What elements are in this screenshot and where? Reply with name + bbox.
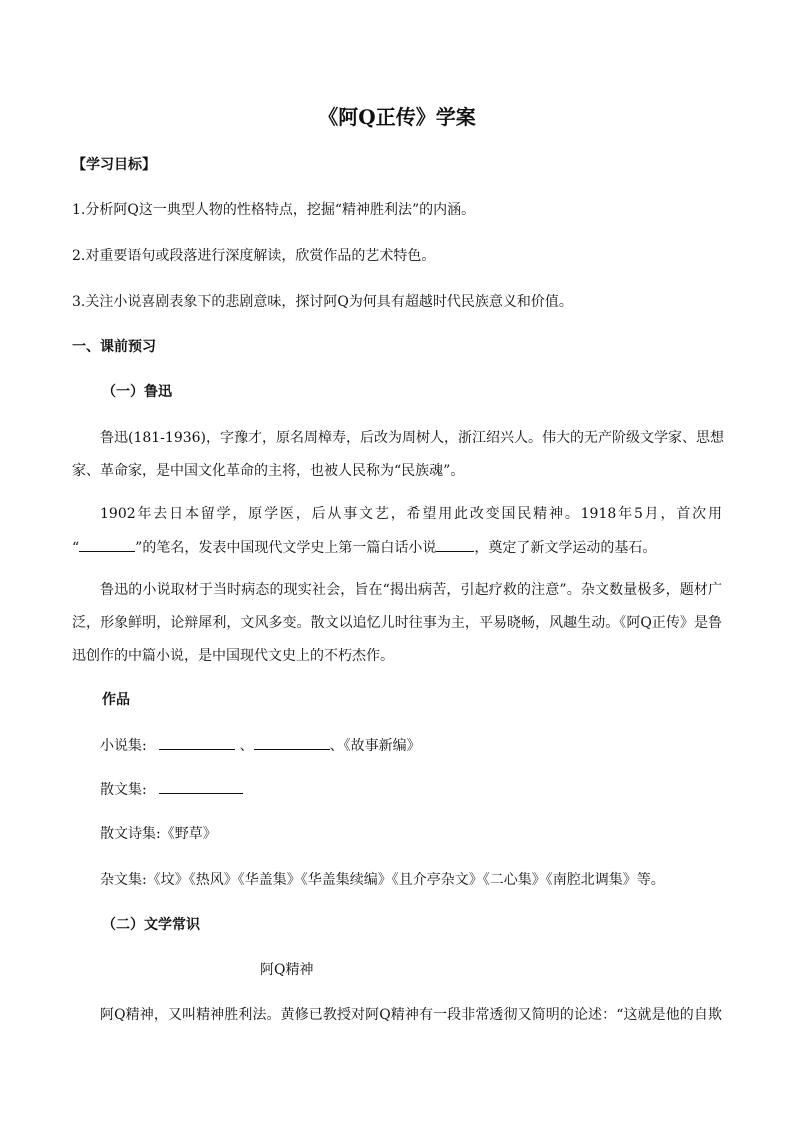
essays-blank[interactable] — [159, 779, 243, 794]
pen-name-sentence-tail: ，奠定了新文学运动的基石。 — [474, 540, 657, 556]
document-title: 《阿Q正传》学案 — [318, 105, 476, 129]
pen-name-sentence: ”的笔名，发表中国现代文学史上第一篇白话小说 — [135, 540, 437, 556]
novels-label: 小说集: — [100, 738, 147, 754]
works-heading: 作品 — [102, 692, 130, 708]
paragraph-works-line2: 泛，形象鲜明，论辩犀利，文风多变。散文以追忆儿时往事为主，平易晓畅，风趣生动。《阿Q正传》是鲁 — [72, 615, 722, 631]
paragraph-pen-name-line2 — [72, 537, 722, 558]
open-quote: “ — [72, 540, 80, 556]
paragraph-works-line3: 迅创作的中篇小说，是中国现代文史上的不朽杰作。 — [72, 648, 394, 664]
objective-item: 3.关注小说喜剧表象下的悲剧意味，探讨阿Q为何具有超越时代民族意义和价值。 — [72, 294, 573, 310]
paragraph-works-line1: 鲁迅的小说取材于当时病态的现实社会，旨在“揭出病苦，引起疗救的注意”。杂文数量极多，题材广 — [100, 582, 722, 598]
zawen-line: 杂文集:《坟》《热风》《华盖集》《华盖集续编》《且介亭杂文》《二心集》《南腔北调集》等。 — [100, 872, 665, 888]
novels-tail: 、《故事新编》 — [329, 738, 421, 754]
novel-blank-2[interactable] — [254, 735, 330, 750]
subsection-heading-luxun: （一）鲁迅 — [102, 384, 172, 400]
essays-line — [100, 779, 722, 800]
essays-label: 散文集: — [100, 782, 147, 798]
novels-line — [100, 735, 722, 756]
aq-spirit-heading: 阿Q精神 — [260, 962, 314, 978]
novel-blank-1[interactable] — [159, 735, 235, 750]
paragraph-luxun-bio-line2: 家、革命家，是中国文化革命的主将，也被人民称为“民族魂”。 — [72, 463, 465, 479]
subsection-heading-literary-knowledge: （二）文学常识 — [102, 917, 200, 933]
paragraph-luxun-bio-line1: 鲁迅(181-1936)，字豫才，原名周樟寿，后改为周树人，浙江绍兴人。伟大的无产阶级文学家、思想 — [100, 430, 725, 446]
objectives-heading: 【学习目标】 — [72, 157, 156, 173]
novels-separator: 、 — [239, 738, 254, 754]
paragraph-pen-name-line1: 1902年去日本留学，原学医，后从事文艺，希望用此改变国民精神。1918年5月，首次用 — [100, 506, 722, 522]
objective-item: 1.分析阿Q这一典型人物的性格特点，挖掘“精神胜利法”的内涵。 — [72, 202, 476, 218]
section-heading-preview: 一、课前预习 — [72, 339, 156, 355]
objective-item: 2.对重要语句或段落进行深度解读，欣赏作品的艺术特色。 — [72, 248, 436, 264]
paragraph-aq-spirit: 阿Q精神，又叫精神胜利法。黄修已教授对阿Q精神有一段非常透彻又简明的论述：“这就是他的自欺 — [100, 1007, 722, 1023]
pen-name-blank[interactable] — [79, 537, 135, 552]
first-novel-blank[interactable] — [436, 537, 474, 552]
prose-poems-line: 散文诗集:《野草》 — [100, 826, 217, 842]
